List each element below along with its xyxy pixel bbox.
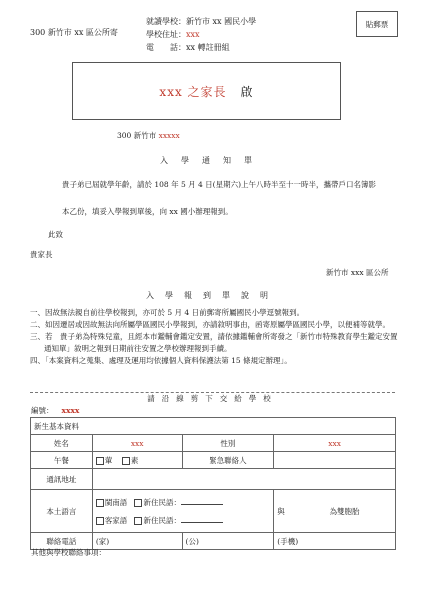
school-address-row <box>146 28 256 41</box>
lunch-options <box>92 452 182 469</box>
stamp-box <box>356 11 398 37</box>
emergency-contact-field[interactable] <box>274 452 396 469</box>
lang-minnan-checkbox[interactable] <box>96 499 104 507</box>
instruction-item: 三、若 貴子弟為特殊兒童，且經本市鑑輔會鑑定安置，請依據鑑輔會所寄發之「新竹市特殊教育學生鑑定安置通知單」敘明之報到日期前往安置之學校辦理報到手續。 <box>30 332 398 353</box>
lang-hakka-checkbox[interactable] <box>96 517 104 525</box>
instruction-item: 一、因故無法親自前往學校報到，亦可於 5 月 4 日前郵寄所屬國民小學逕號報到。 <box>30 308 305 317</box>
name-label: 姓名 <box>31 435 93 452</box>
school-name-value: 新竹市 xx 國民小學 <box>186 17 257 26</box>
twins-prefix: 與 <box>277 506 285 516</box>
recipient-suffix: 啟 <box>240 84 254 99</box>
lang-hakka-label: 客家語 <box>104 515 128 525</box>
student-info-form <box>30 417 396 550</box>
serial-number <box>31 405 79 416</box>
lang-minnan-label: 閩南語 <box>104 497 128 507</box>
lang-newres-checkbox[interactable] <box>134 499 142 507</box>
section-title: 新生基本資料 <box>31 418 396 435</box>
twins-field[interactable] <box>274 490 396 533</box>
lang-newres2-checkbox[interactable] <box>134 517 142 525</box>
phone-home-field[interactable]: (家) <box>92 533 182 550</box>
recipient-zip: 300 新竹市 <box>117 131 157 140</box>
stamp-label: 貼郵票 <box>365 19 389 29</box>
lang-newres2-blank[interactable] <box>181 515 223 523</box>
recipient-box <box>72 62 341 120</box>
lunch-veg-label: 素 <box>130 455 139 465</box>
serial-value: xxxx <box>61 406 80 415</box>
addressee: 貴家長 <box>30 250 53 259</box>
school-address-value: xxx <box>186 30 200 39</box>
address-field[interactable] <box>92 469 395 490</box>
lang-newres-label: 新住民語： <box>143 497 181 507</box>
lunch-meat-checkbox[interactable] <box>96 457 104 465</box>
issuer: 新竹市 xxx 區公所 <box>326 268 389 277</box>
instruction-item: 二、如因遷居或因故無法向所屬學區國民小學報到，亦請敘明事由，函寄原屬學區國民小學，以便補等就學。 <box>30 320 390 329</box>
lang-newres-blank[interactable] <box>181 497 223 505</box>
emergency-contact-label: 緊急聯絡人 <box>182 452 274 469</box>
recipient-name: xxx 之家長 <box>159 84 227 99</box>
school-address-label: 學校住址： <box>146 30 186 39</box>
gender-label: 性別 <box>182 435 274 452</box>
language-options <box>92 490 273 533</box>
lang-newres2-label: 新住民語： <box>143 515 181 525</box>
notice-title: 入學通知單 <box>160 156 265 165</box>
recipient-address <box>117 130 180 141</box>
school-phone-value: xx 轉註冊組 <box>186 43 230 52</box>
instruction-item: 四、「本案資料之蒐集、處理及運用均依據個人資料保護法第 15 條規定辦理」。 <box>30 356 292 365</box>
school-info <box>146 15 256 54</box>
serial-label: 編號： <box>31 406 54 415</box>
recipient-address-value: xxxxx <box>158 131 180 140</box>
sender-address: 300 新竹市 xx 區公所寄 <box>30 28 118 37</box>
instructions-list <box>30 307 400 367</box>
notice-paragraph-2: 本乙份，填妥入學報到單後，向 xx 國小辦理報到。 <box>62 207 233 216</box>
phone-office-field[interactable]: (公) <box>182 533 274 550</box>
phone-label: 聯絡電話 <box>31 533 93 550</box>
lunch-veg-checkbox[interactable] <box>122 457 130 465</box>
lunch-label: 午餐 <box>31 452 93 469</box>
other-notes-label: 其他與學校聯絡事項： <box>31 548 106 557</box>
name-value[interactable]: xxx <box>92 435 182 452</box>
gender-value[interactable]: xxx <box>274 435 396 452</box>
notice-paragraph-1: 貴子弟已屆就學年齡，請於 108 年 5 月 4 日(星期六)上午八時半至十一時半，攜帶戶口名簿影 <box>62 180 377 189</box>
lunch-meat-label: 葷 <box>104 455 113 465</box>
twins-suffix: 為雙胞胎 <box>329 506 360 516</box>
closing: 此致 <box>48 230 63 239</box>
school-name-row <box>146 15 256 28</box>
school-name-label: 就讀學校： <box>146 17 186 26</box>
phone-mobile-field[interactable]: (手機) <box>274 533 396 550</box>
language-label: 本土語言 <box>31 490 93 533</box>
school-phone-row <box>146 41 256 54</box>
address-label: 通訊地址 <box>31 469 93 490</box>
school-phone-label: 電 話： <box>146 43 186 52</box>
instructions-title: 入學報到單說明 <box>146 291 279 300</box>
cut-label: 請沿線剪下交給學校 <box>147 394 278 403</box>
